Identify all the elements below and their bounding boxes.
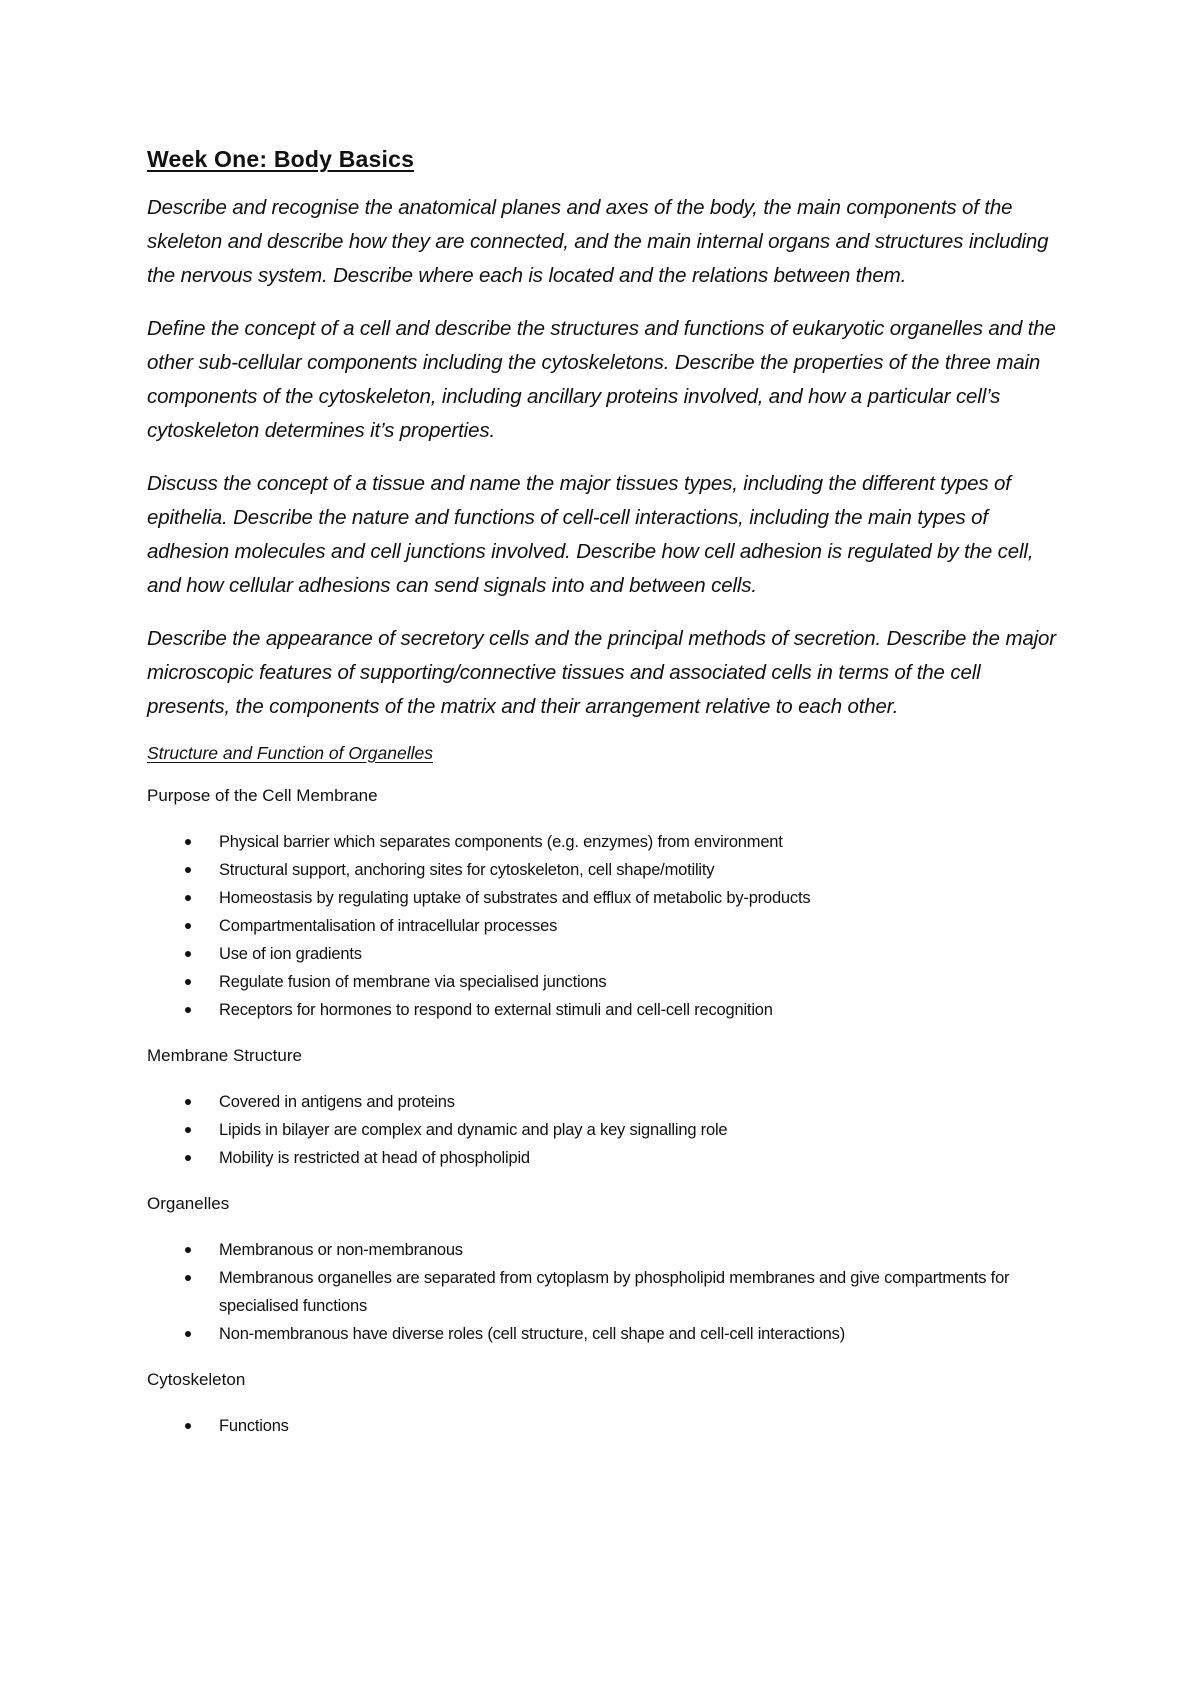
list-item: Covered in antigens and proteins xyxy=(147,1088,1067,1116)
bullet-icon xyxy=(185,1007,191,1013)
objective-paragraph-2: Define the concept of a cell and describe the structures and functions of eukaryotic organelles and the other sub-cellular components including the cytoskeletons. Describe the properties of the three main components of the cytoskeleton, including ancillary proteins involved, and how a particular cell’s cytoskeleton determines it’s properties. xyxy=(147,317,1056,442)
objective-paragraph-3: Discuss the concept of a tissue and name the major tissues types, including the different types of epithelia. Describe the nature and functions of cell-cell interactions, including the main types of adhesion molecules and cell junctions involved. Describe how cell adhesion is regulated by the cell, and how cellular adhesions can send signals into and between cells. xyxy=(147,472,1034,597)
bullet-icon xyxy=(185,979,191,985)
document-title: Week One: Body Basics xyxy=(147,146,415,172)
section-heading-organelles: Organelles xyxy=(147,1194,230,1213)
section-title: Structure and Function of Organelles xyxy=(147,743,433,763)
list-item: Regulate fusion of membrane via specialised junctions xyxy=(147,968,1067,996)
bullet-list-membrane-structure xyxy=(147,1088,1067,1172)
bullet-icon xyxy=(185,839,191,845)
document-page xyxy=(147,146,1067,1462)
bullet-icon xyxy=(185,1423,191,1429)
bullet-icon xyxy=(185,923,191,929)
bullet-icon xyxy=(185,951,191,957)
list-item: Functions xyxy=(147,1412,1067,1440)
bullet-list-cytoskeleton xyxy=(147,1412,1067,1440)
section-heading-cell-membrane: Purpose of the Cell Membrane xyxy=(147,786,378,805)
bullet-icon xyxy=(185,895,191,901)
bullet-list-cell-membrane xyxy=(147,828,1067,1024)
bullet-icon xyxy=(185,867,191,873)
list-item: Use of ion gradients xyxy=(147,940,1067,968)
list-item: Lipids in bilayer are complex and dynamic and play a key signalling role xyxy=(147,1116,1067,1144)
bullet-icon xyxy=(185,1331,191,1337)
bullet-icon xyxy=(185,1275,191,1281)
list-item: Physical barrier which separates components (e.g. enzymes) from environment xyxy=(147,828,1067,856)
list-item: Mobility is restricted at head of phospholipid xyxy=(147,1144,1067,1172)
bullet-list-organelles xyxy=(147,1236,1067,1348)
objective-paragraph-1: Describe and recognise the anatomical planes and axes of the body, the main components of the skeleton and describe how they are connected, and the main internal organs and structures including the nervous system. Describe where each is located and the relations between them. xyxy=(147,196,1049,287)
list-item: Membranous or non-membranous xyxy=(147,1236,1067,1264)
bullet-icon xyxy=(185,1155,191,1161)
bullet-icon xyxy=(185,1099,191,1105)
section-heading-membrane-structure: Membrane Structure xyxy=(147,1046,302,1065)
section-heading-cytoskeleton: Cytoskeleton xyxy=(147,1370,246,1389)
list-item: Structural support, anchoring sites for cytoskeleton, cell shape/motility xyxy=(147,856,1067,884)
bullet-icon xyxy=(185,1127,191,1133)
list-item: Receptors for hormones to respond to external stimuli and cell-cell recognition xyxy=(147,996,1067,1024)
list-item: Compartmentalisation of intracellular processes xyxy=(147,912,1067,940)
bullet-icon xyxy=(185,1247,191,1253)
list-item: Non-membranous have diverse roles (cell structure, cell shape and cell-cell interactions) xyxy=(147,1320,1067,1348)
list-item: Membranous organelles are separated from cytoplasm by phospholipid membranes and give compartments for specialised functions xyxy=(147,1264,1067,1320)
list-item: Homeostasis by regulating uptake of substrates and efflux of metabolic by-products xyxy=(147,884,1067,912)
objective-paragraph-4: Describe the appearance of secretory cells and the principal methods of secretion. Describe the major microscopic features of supporting/connective tissues and associated cells in terms of the cell presents, the components of the matrix and their arrangement relative to each other. xyxy=(147,627,1056,718)
